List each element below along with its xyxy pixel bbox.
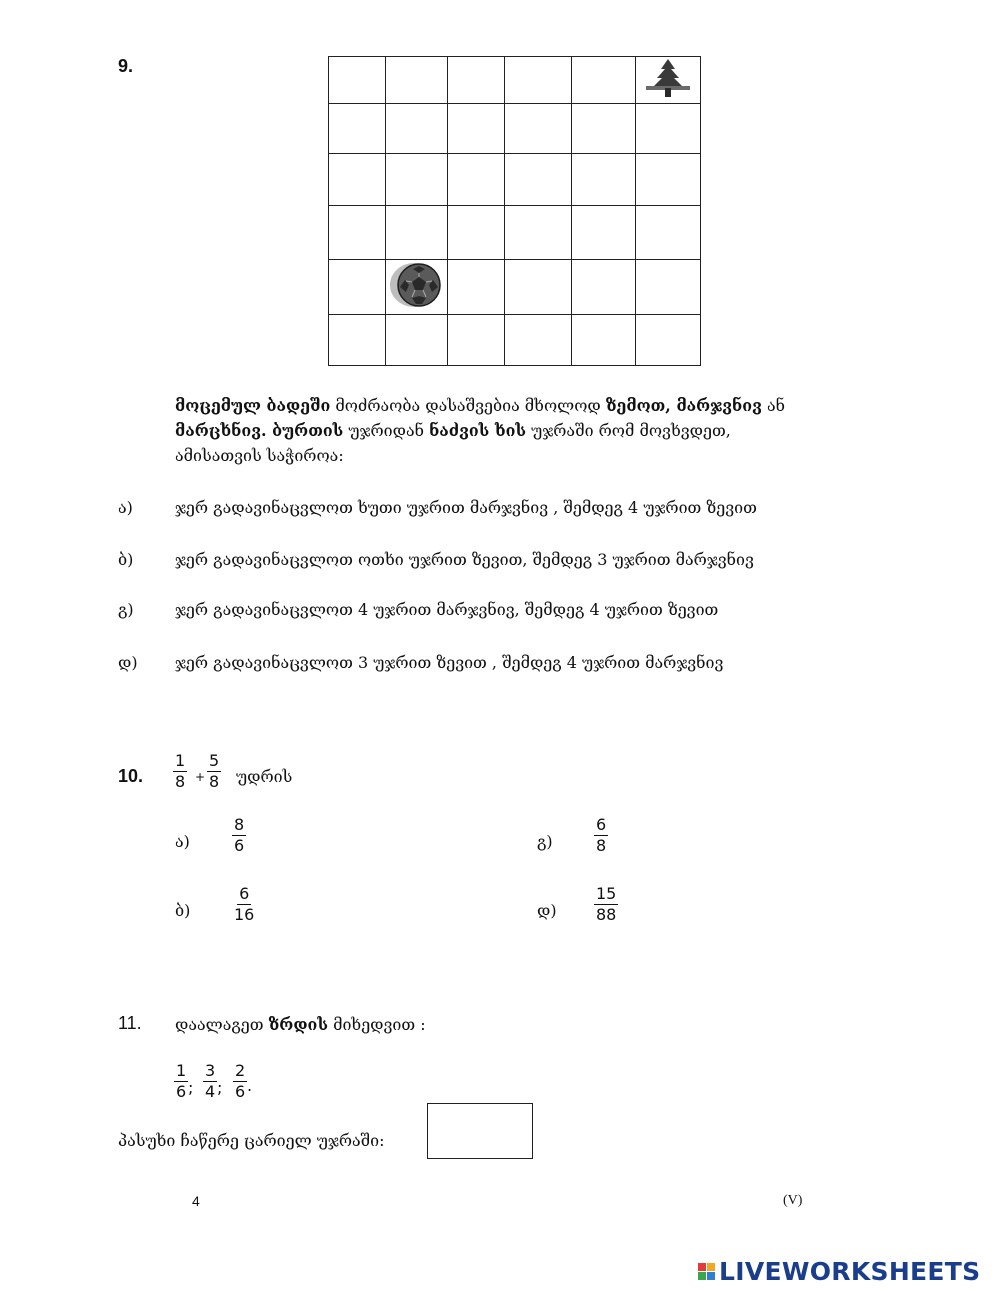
grid-cell xyxy=(572,57,636,104)
separator: ; xyxy=(217,1078,223,1097)
q9-desc-part: ან xyxy=(761,396,785,415)
numerator: 8 xyxy=(234,815,245,834)
grid-cell xyxy=(636,154,701,206)
q9-option-d-label: დ) xyxy=(118,653,138,672)
q10-suffix: უდრის xyxy=(236,767,293,786)
question-9-number: 9. xyxy=(118,56,134,76)
grid-cell xyxy=(329,206,386,260)
grid-cell xyxy=(636,260,701,315)
logo-square xyxy=(707,1272,715,1280)
grid-cell xyxy=(386,104,448,154)
grid-cell xyxy=(572,206,636,260)
q10-option-a-fraction[interactable] xyxy=(232,816,246,855)
numerator: 1 xyxy=(176,1061,187,1080)
q9-option-a-text[interactable]: ჯერ გადავინაცვლოთ ხუთი უჯრით მარჯვნივ , შემდეგ 4 უჯრით ზევით xyxy=(175,498,757,517)
grid-cell xyxy=(329,57,386,104)
q10-option-a-label: ა) xyxy=(175,832,190,851)
grid-cell xyxy=(386,260,448,315)
grid-row xyxy=(329,57,701,104)
grid-row xyxy=(329,154,701,206)
q10-option-b-fraction[interactable] xyxy=(234,885,254,924)
numerator: 15 xyxy=(596,884,617,903)
q11-fraction-3 xyxy=(233,1062,247,1101)
numerator: 6 xyxy=(239,884,250,903)
q10-option-b-label: ბ) xyxy=(175,901,191,920)
q9-option-a-label: ა) xyxy=(118,498,133,517)
grid-cell xyxy=(386,57,448,104)
liveworksheets-logo[interactable] xyxy=(698,1256,980,1286)
question-11-number: 11. xyxy=(118,1013,142,1033)
grid-cell xyxy=(572,154,636,206)
q11-fraction-2 xyxy=(203,1062,217,1101)
grid-cell xyxy=(505,260,572,315)
movement-grid xyxy=(328,56,701,366)
denominator: 88 xyxy=(596,905,617,924)
logo-square xyxy=(707,1263,715,1271)
q11-prompt-part: დაალაგეთ xyxy=(175,1015,269,1034)
grid-cell xyxy=(448,206,505,260)
numerator: 3 xyxy=(205,1061,216,1080)
grid-cell xyxy=(636,57,701,104)
numerator: 1 xyxy=(175,751,186,770)
grid-cell xyxy=(636,315,701,366)
q9-option-d-text[interactable]: ჯერ გადავინაცვლოთ 3 უჯრით ზევით , შემდეგ 4 უჯრით მარჯვნივ xyxy=(175,653,724,672)
grid-row xyxy=(329,315,701,366)
grid-cell xyxy=(448,57,505,104)
q10-option-c-label: გ) xyxy=(537,832,553,851)
q10-fraction-a xyxy=(173,752,187,791)
grid-cell xyxy=(505,206,572,260)
q9-desc-part: მარცხნივ. ბურთის xyxy=(175,421,344,440)
grid-row xyxy=(329,260,701,315)
denominator: 8 xyxy=(209,772,220,791)
grid-cell xyxy=(505,315,572,366)
grid-cell xyxy=(572,104,636,154)
answer-label: პასუხი ჩაწერე ცარიელ უჯრაში: xyxy=(118,1131,385,1150)
denominator: 8 xyxy=(175,772,186,791)
grid-cell xyxy=(505,104,572,154)
q11-fraction-1 xyxy=(174,1062,188,1101)
q9-desc-part: მოძრაობა დასაშვებია მხოლოდ xyxy=(330,396,606,415)
q9-option-b-text[interactable]: ჯერ გადავინაცვლოთ ოთხი უჯრით ზევით, შემდეგ 3 უჯრით მარჯვნივ xyxy=(175,550,754,569)
grid-cell xyxy=(448,315,505,366)
q11-prompt-bold: ზრდის xyxy=(268,1015,328,1034)
q9-option-c-label: გ) xyxy=(118,600,134,619)
logo-text: LIVEWORKSHEETS xyxy=(719,1256,981,1286)
q9-desc-part: ზემოთ, მარჯვნივ xyxy=(605,396,762,415)
q10-fraction-b xyxy=(207,752,221,791)
grid-row xyxy=(329,104,701,154)
numerator: 6 xyxy=(596,815,607,834)
denominator: 6 xyxy=(235,1082,246,1101)
grid-cell xyxy=(329,315,386,366)
logo-square xyxy=(698,1272,706,1280)
q9-description-line1 xyxy=(175,394,785,418)
period: . xyxy=(247,1076,253,1095)
soccer-ball-icon xyxy=(388,260,446,310)
grid-cell xyxy=(505,154,572,206)
q9-description-line2 xyxy=(175,419,731,443)
q10-option-d-label: დ) xyxy=(537,901,557,920)
grid-cell xyxy=(572,260,636,315)
logo-square xyxy=(698,1263,706,1271)
plus-sign: + xyxy=(195,770,206,784)
separator: ; xyxy=(188,1078,194,1097)
grid-cell xyxy=(636,206,701,260)
q9-desc-part: ნაძვის ხის xyxy=(429,421,527,440)
q10-option-d-fraction[interactable] xyxy=(594,885,618,924)
grid-cell xyxy=(386,315,448,366)
numerator: 5 xyxy=(209,751,220,770)
denominator: 6 xyxy=(176,1082,187,1101)
q9-option-b-label: ბ) xyxy=(118,550,134,569)
grid-cell xyxy=(572,315,636,366)
grid-row xyxy=(329,206,701,260)
page-number: 4 xyxy=(192,1193,200,1209)
q9-desc-part: უჯრაში რომ მოვხვდეთ, xyxy=(526,421,731,440)
q11-prompt-part: მიხედვით : xyxy=(327,1015,426,1034)
denominator: 8 xyxy=(596,836,607,855)
grid-cell xyxy=(448,104,505,154)
logo-squares-icon xyxy=(698,1263,715,1280)
numerator: 2 xyxy=(235,1061,246,1080)
grid-cell xyxy=(329,260,386,315)
q9-desc-part: მოცემულ ბადეში xyxy=(175,396,331,415)
grid-cell xyxy=(448,154,505,206)
denominator: 6 xyxy=(234,836,245,855)
grid-cell xyxy=(386,206,448,260)
denominator: 4 xyxy=(205,1082,216,1101)
q9-desc-part: უჯრიდან xyxy=(343,421,430,440)
grid-cell xyxy=(329,104,386,154)
grid-cell xyxy=(329,154,386,206)
q10-option-c-fraction[interactable] xyxy=(594,816,608,855)
grid-cell xyxy=(636,104,701,154)
question-10-number: 10. xyxy=(118,766,144,786)
denominator: 16 xyxy=(234,905,255,924)
answer-input-box[interactable] xyxy=(427,1103,533,1159)
fir-tree-icon xyxy=(642,57,694,99)
variant-label: (V) xyxy=(783,1193,803,1208)
grid-cell xyxy=(448,260,505,315)
grid-cell xyxy=(386,154,448,206)
q11-prompt xyxy=(175,1013,426,1037)
grid-cell xyxy=(505,57,572,104)
q9-option-c-text[interactable]: ჯერ გადავინაცვლოთ 4 უჯრით მარჯვნივ, შემდეგ 4 უჯრით ზევით xyxy=(175,600,719,619)
q9-description-line3: ამისათვის საჭიროა: xyxy=(175,446,344,465)
